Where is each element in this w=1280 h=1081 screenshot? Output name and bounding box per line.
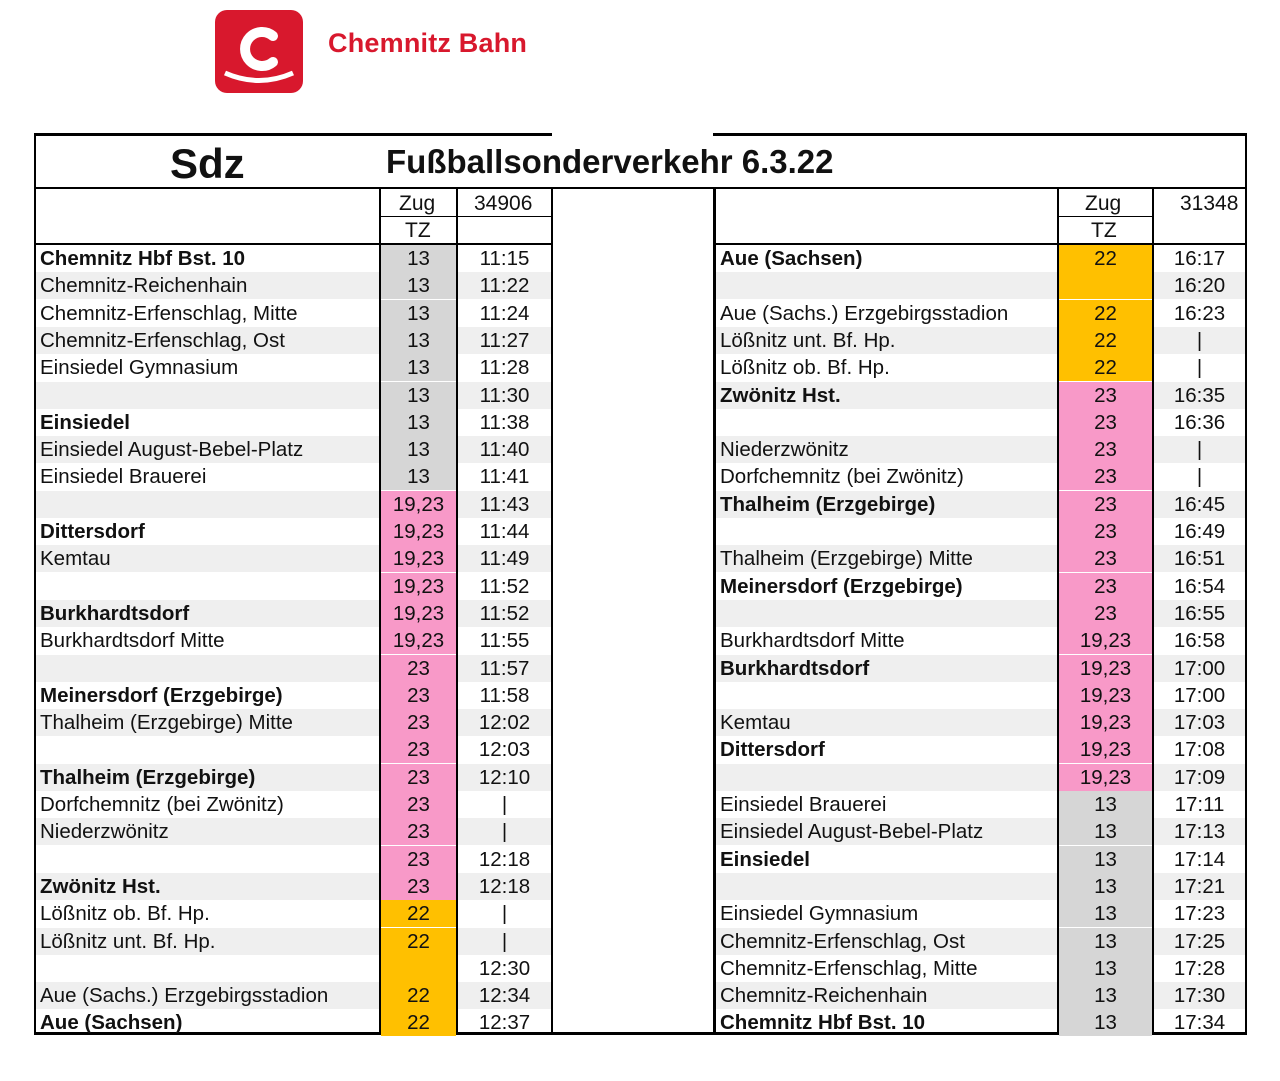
- right-station-name: Thalheim (Erzgebirge): [716, 491, 1057, 518]
- right-tz-cell: 23: [1059, 518, 1152, 545]
- left-station-name: [36, 382, 379, 409]
- right-tz-cell: 19,23: [1059, 709, 1152, 736]
- left-tz-cell: 23: [381, 818, 456, 845]
- left-tz-cell: 23: [381, 655, 456, 682]
- right-tz-cell: 13: [1059, 846, 1152, 873]
- right-departure-time: 16:20: [1154, 272, 1245, 299]
- left-tz-cell: 13: [381, 272, 456, 299]
- right-departure-time: 16:58: [1173, 629, 1226, 652]
- right-tz-cell: 23: [1059, 436, 1152, 463]
- left-station-name: Lößnitz ob. Bf. Hp.: [40, 902, 210, 925]
- right-station-name: Burkhardtsdorf Mitte: [720, 629, 905, 652]
- left-tz-cell: 13: [381, 382, 456, 409]
- left-station-name: Meinersdorf (Erzgebirge): [40, 684, 283, 707]
- left-station-name: Dittersdorf: [40, 520, 145, 543]
- left-station-name: Aue (Sachs.) Erzgebirgsstadion: [36, 982, 379, 1009]
- right-station-name: Chemnitz-Erfenschlag, Mitte: [720, 957, 978, 980]
- right-station-name: Chemnitz-Erfenschlag, Ost: [716, 928, 1057, 955]
- left-departure-time: 11:55: [479, 629, 530, 652]
- right-tz-cell: 23: [1059, 463, 1152, 490]
- right-station-name: Thalheim (Erzgebirge) Mitte: [716, 545, 1057, 572]
- brand-name: Chemnitz Bahn: [328, 28, 528, 58]
- right-tz-cell: 19,23: [1059, 655, 1152, 682]
- left-station-name: [36, 846, 379, 873]
- right-station-name: [716, 600, 1057, 627]
- left-departure-time: 11:57: [458, 655, 551, 682]
- left-station-name: Einsiedel Gymnasium: [40, 356, 239, 379]
- right-station-name: Einsiedel August-Bebel-Platz: [716, 818, 1057, 845]
- left-tz-cell: 19,23: [381, 573, 456, 600]
- right-station-name: Chemnitz-Reichenhain: [716, 982, 1057, 1009]
- left-station-name: Chemnitz-Reichenhain: [36, 272, 379, 299]
- right-departure-time: 16:23: [1173, 302, 1226, 325]
- right-station-name: Aue (Sachs.) Erzgebirgsstadion: [720, 302, 1009, 325]
- right-departure-time: |: [1196, 465, 1203, 488]
- left-departure-time: 11:52: [479, 575, 530, 598]
- right-tz-cell: 19,23: [1059, 627, 1152, 654]
- right-station-name: [716, 764, 1057, 791]
- left-tz-cell: 22: [381, 982, 456, 1009]
- left-station-name: [36, 736, 379, 763]
- left-station-name: Lößnitz unt. Bf. Hp.: [36, 928, 379, 955]
- right-departure-time: 17:21: [1154, 873, 1245, 900]
- right-station-name: Aue (Sachsen): [720, 247, 863, 270]
- right-departure-time: 16:51: [1154, 545, 1245, 572]
- left-tz-cell: 13: [381, 409, 456, 436]
- right-station-name: [716, 518, 1057, 545]
- right-station-name: Lößnitz unt. Bf. Hp.: [716, 327, 1057, 354]
- left-station-name: Einsiedel Brauerei: [40, 465, 207, 488]
- right-tz-cell: 23: [1059, 545, 1152, 572]
- left-station-name: Burkhardtsdorf: [36, 600, 379, 627]
- left-departure-time: 11:41: [479, 465, 530, 488]
- left-tz-cell: 23: [381, 873, 456, 900]
- right-departure-time: 16:35: [1154, 382, 1245, 409]
- right-departure-time: 17:23: [1173, 902, 1226, 925]
- left-departure-time: 11:15: [479, 247, 530, 270]
- right-tz-cell: 22: [1059, 300, 1152, 327]
- left-tz-cell: 19,23: [381, 545, 456, 572]
- left-tz-cell: 22: [381, 928, 456, 955]
- right-station-name: Einsiedel: [720, 848, 811, 871]
- left-station-name: Thalheim (Erzgebirge): [36, 764, 379, 791]
- right-tz-cell: 19,23: [1059, 736, 1152, 763]
- right-departure-time: |: [1154, 327, 1245, 354]
- right-departure-time: 17:00: [1154, 655, 1245, 682]
- right-tz-label: TZ: [1091, 219, 1117, 242]
- left-station-name: Kemtau: [36, 545, 379, 572]
- left-tz-cell: 23: [381, 682, 456, 709]
- right-departure-time: 17:08: [1173, 738, 1226, 761]
- left-departure-time: 12:34: [458, 982, 551, 1009]
- right-departure-time: 16:36: [1173, 411, 1226, 434]
- right-zug-label: Zug: [1085, 192, 1122, 215]
- left-tz-cell: 23: [381, 709, 456, 736]
- left-station-name: Dorfchemnitz (bei Zwönitz): [40, 793, 284, 816]
- right-departure-time: 17:13: [1154, 818, 1245, 845]
- left-tz-cell: 13: [381, 463, 456, 490]
- left-departure-time: 11:49: [458, 545, 551, 572]
- left-departure-time: 12:18: [478, 848, 531, 871]
- left-tz-cell: 13: [381, 354, 456, 381]
- right-station-name: Niederzwönitz: [716, 436, 1057, 463]
- right-station-name: Kemtau: [716, 709, 1057, 736]
- right-station-name: [716, 873, 1057, 900]
- left-departure-time: 12:03: [478, 738, 531, 761]
- left-station-name: Einsiedel: [40, 411, 131, 434]
- right-station-name: Dorfchemnitz (bei Zwönitz): [720, 465, 964, 488]
- right-departure-time: 17:34: [1173, 1011, 1226, 1034]
- right-station-name: Einsiedel Brauerei: [720, 793, 887, 816]
- right-departure-time: 16:17: [1173, 247, 1226, 270]
- left-station-name: Niederzwönitz: [36, 818, 379, 845]
- right-train-number: 31348: [1180, 192, 1239, 215]
- left-departure-time: 11:44: [479, 520, 530, 543]
- right-departure-time: 17:30: [1154, 982, 1245, 1009]
- left-tz-cell: 23: [381, 846, 456, 873]
- right-departure-time: 17:09: [1154, 764, 1245, 791]
- chemnitz-bahn-logo: [215, 10, 303, 93]
- right-station-name: Meinersdorf (Erzgebirge): [720, 575, 963, 598]
- left-tz-cell: [381, 955, 456, 982]
- right-tz-cell: 13: [1059, 873, 1152, 900]
- left-tz-cell: 13: [381, 327, 456, 354]
- left-station-name: Chemnitz-Erfenschlag, Ost: [36, 327, 379, 354]
- right-departure-time: 16:49: [1173, 520, 1226, 543]
- right-tz-cell: 19,23: [1059, 764, 1152, 791]
- right-departure-time: 16:54: [1173, 575, 1226, 598]
- right-tz-cell: 13: [1059, 982, 1152, 1009]
- left-station-name: [36, 955, 379, 982]
- left-station-name: Chemnitz-Erfenschlag, Mitte: [40, 302, 298, 325]
- right-departure-time: 17:25: [1154, 928, 1245, 955]
- left-tz-cell: 22: [381, 900, 456, 927]
- right-station-name: [716, 409, 1057, 436]
- right-tz-cell: 13: [1059, 928, 1152, 955]
- page-title: Fußballsonderverkehr 6.3.22: [386, 143, 834, 180]
- left-departure-time: 11:58: [479, 684, 530, 707]
- left-departure-time: 12:10: [458, 764, 551, 791]
- left-tz-cell: 22: [381, 1009, 456, 1036]
- left-departure-time: |: [458, 928, 551, 955]
- logo-c-icon: [215, 10, 303, 93]
- right-tz-cell: 23: [1059, 600, 1152, 627]
- right-tz-cell: 22: [1059, 327, 1152, 354]
- left-tz-cell: 19,23: [381, 600, 456, 627]
- right-departure-time: 17:14: [1173, 848, 1226, 871]
- right-tz-cell: 23: [1059, 573, 1152, 600]
- left-departure-time: |: [501, 793, 508, 816]
- right-station-name: Einsiedel Gymnasium: [720, 902, 919, 925]
- left-departure-time: |: [458, 818, 551, 845]
- right-tz-cell: 22: [1059, 354, 1152, 381]
- left-departure-time: 12:18: [458, 873, 551, 900]
- right-station-name: [716, 272, 1057, 299]
- right-tz-cell: 23: [1059, 491, 1152, 518]
- left-departure-time: 11:40: [458, 436, 551, 463]
- left-station-name: Burkhardtsdorf Mitte: [40, 629, 225, 652]
- left-departure-time: 11:30: [458, 382, 551, 409]
- left-station-name: [36, 655, 379, 682]
- left-tz-cell: 19,23: [381, 518, 456, 545]
- left-station-name: Zwönitz Hst.: [36, 873, 379, 900]
- right-tz-cell: [1059, 272, 1152, 299]
- left-tz-cell: 13: [381, 300, 456, 327]
- left-tz-cell: 19,23: [381, 627, 456, 654]
- title-short: Sdz: [170, 140, 245, 187]
- right-tz-cell: 13: [1059, 791, 1152, 818]
- right-tz-cell: 13: [1059, 1009, 1152, 1036]
- left-tz-label: TZ: [405, 219, 431, 242]
- left-tz-cell: 19,23: [381, 491, 456, 518]
- left-station-name: Chemnitz Hbf Bst. 10: [40, 247, 246, 270]
- left-station-name: Einsiedel August-Bebel-Platz: [36, 436, 379, 463]
- left-station-name: Aue (Sachsen): [40, 1011, 183, 1034]
- left-departure-time: |: [501, 902, 508, 925]
- right-departure-time: 17:11: [1174, 793, 1225, 816]
- right-tz-cell: 13: [1059, 818, 1152, 845]
- right-departure-time: 17:00: [1173, 684, 1226, 707]
- left-departure-time: 11:38: [479, 411, 530, 434]
- left-departure-time: 12:02: [458, 709, 551, 736]
- left-train-number: 34906: [474, 192, 533, 215]
- left-tz-cell: 23: [381, 736, 456, 763]
- left-zug-label: Zug: [399, 192, 436, 215]
- right-station-name: Chemnitz Hbf Bst. 10: [720, 1011, 926, 1034]
- right-station-name: [716, 682, 1057, 709]
- right-departure-time: 17:03: [1154, 709, 1245, 736]
- right-tz-cell: 13: [1059, 900, 1152, 927]
- left-departure-time: 11:24: [479, 302, 530, 325]
- left-station-name: [36, 573, 379, 600]
- right-departure-time: |: [1196, 356, 1203, 379]
- left-departure-time: 11:27: [458, 327, 551, 354]
- right-station-name: Burkhardtsdorf: [716, 655, 1057, 682]
- right-station-name: Zwönitz Hst.: [716, 382, 1057, 409]
- right-departure-time: 16:55: [1154, 600, 1245, 627]
- left-departure-time: 11:28: [479, 356, 530, 379]
- right-tz-cell: 23: [1059, 409, 1152, 436]
- left-departure-time: 11:43: [458, 491, 551, 518]
- left-departure-time: 11:22: [458, 272, 551, 299]
- left-departure-time: 12:37: [478, 1011, 531, 1034]
- left-departure-time: 11:52: [458, 600, 551, 627]
- right-tz-cell: 23: [1059, 382, 1152, 409]
- left-station-name: [36, 491, 379, 518]
- right-tz-cell: 13: [1059, 955, 1152, 982]
- right-departure-time: 16:45: [1154, 491, 1245, 518]
- left-station-name: Thalheim (Erzgebirge) Mitte: [36, 709, 379, 736]
- right-departure-time: |: [1154, 436, 1245, 463]
- right-tz-cell: 22: [1059, 245, 1152, 272]
- right-tz-cell: 19,23: [1059, 682, 1152, 709]
- right-station-name: Dittersdorf: [720, 738, 825, 761]
- left-tz-cell: 23: [381, 791, 456, 818]
- left-tz-cell: 13: [381, 245, 456, 272]
- left-departure-time: 12:30: [478, 957, 531, 980]
- left-tz-cell: 23: [381, 764, 456, 791]
- right-departure-time: 17:28: [1173, 957, 1226, 980]
- right-station-name: Lößnitz ob. Bf. Hp.: [720, 356, 890, 379]
- left-tz-cell: 13: [381, 436, 456, 463]
